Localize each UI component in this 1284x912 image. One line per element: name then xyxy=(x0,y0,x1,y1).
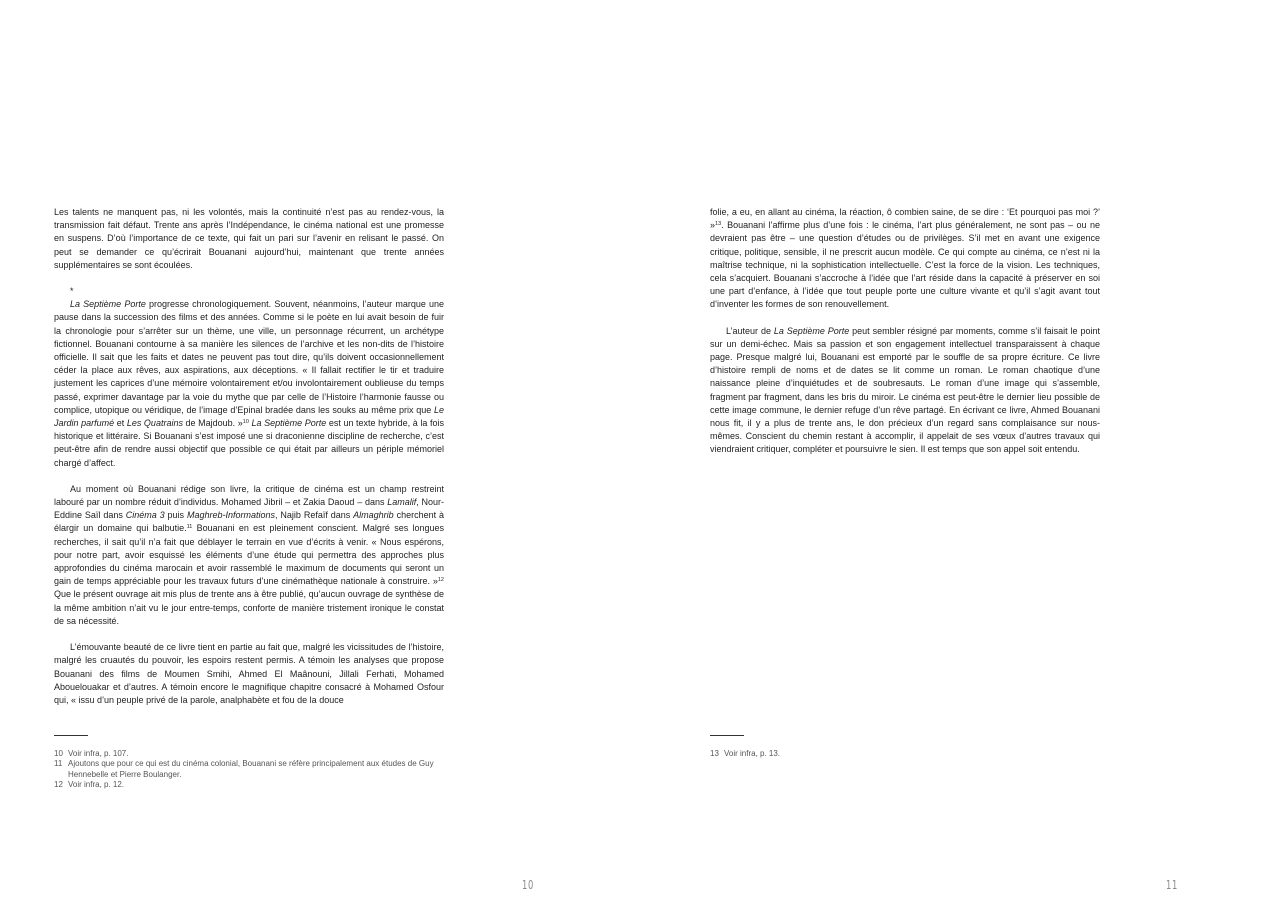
footnote-ref[interactable]: 13 xyxy=(715,221,722,228)
page-number: 11 xyxy=(1166,878,1179,892)
footnote-ref[interactable]: 10 xyxy=(242,419,249,426)
page-number: 10 xyxy=(522,878,535,892)
right-page xyxy=(642,0,1284,912)
section-separator: * xyxy=(70,286,74,297)
footnote-ref[interactable]: 12 xyxy=(437,577,444,584)
footnote: 10 Voir infra, p. 107. xyxy=(54,749,129,758)
footnote: 11 Ajoutons que pour ce qui est du cinéma colonial, Bouanani se réfère principalement aux études de Guy Hennebelle et Pierre Boulanger. xyxy=(54,759,434,779)
paragraph: L’émouvante beauté de ce livre tient en partie au fait que, malgré les vicissitudes de l’histoire, malgré les cruautés du pouvoir, les espoirs restent permis. A témoin les analyses que propose Bouanani des films de Moumen Smihi, Ahmed El Maânouni, Jillali Ferhati, Mohamed Abouelouakar et d’autres. A témoin encore le magnifique chapitre consacré à Mohamed Osfour qui, « issu d’un peuple privé de la parole, analphabète et fou de la douce xyxy=(54,642,444,705)
paragraph: La Septième Porte progresse chronologiquement. Souvent, néanmoins, l’auteur marque une pause dans la succession des films et des années. Comme si le poète en lui avait besoin de fuir la chronologie pour s’arrêter sur un thème, une ville, un personnage récurrent, un archétype fictionnel. Bouanani contourne à sa manière les silences de l’archive et les non-dits de l’histoire officielle. Il sait que les faits et dates ne peuvent pas tout dire, qu’ils doivent occasionnellement céder la place aux rêves, aux aspirations, aux déceptions. « Il fallait rectifier le tir et traduire justement les caprices d’une mémoire volontairement et/ou involontairement oublieuse du temps passé, exprimer davantage par la voie du mythe que par celle de l’Histoire l’harmonie fausse ou complice, utopique ou véridique, de l’image d’Epinal bradée dans les souks au même prix que Le Jardin parfumé et Les Quatrains de Majdoub. »$^{10}$ La Septième Porte est un texte hybride, à la fois historique et littéraire. Si Bouanani s’est imposé une si draconienne discipline de recherche, c’est peut-être afin de rendre aussi objectif que possible ce qui était par ailleurs un périple mémoriel chargé d’affect. xyxy=(54,299,444,468)
paragraph: L’auteur de La Septième Porte peut sembler résigné par moments, comme s’il faisait le point sur un demi-échec. Mais sa passion et son engagement intellectuel transparaissent à chaque page. Presque malgré lui, Bouanani est emporté par le souffle de sa propre écriture. Ce livre d’histoire rempli de noms et de dates se lit comme un roman. Le roman chaotique d’une naissance pleine d’inquiétudes et de soubresauts. Le roman d’une image qui s’assemble, fragment par fragment, dans les bris du miroir. Le cinéma est peut-être le dernier lieu possible de cette image commune, le dernier refuge d’un rêve partagé. En écrivant ce livre, Ahmed Bouanani nous fit, il y a plus de trente ans, le don précieux d’un regard sans complaisance sur nous-mêmes. Conscient du chemin restant à accomplir, il appelait de ses vœux d’autres travaux qui viendraient critiquer, compléter et poursuivre le sien. Il est temps que son appel soit entendu. xyxy=(710,325,1100,455)
footnote: 12 Voir infra, p. 12. xyxy=(54,780,125,790)
left-text-column xyxy=(54,206,444,707)
footnote-divider xyxy=(710,735,744,736)
paragraph: folie, a eu, en allant au cinéma, la réaction, ô combien saine, de se dire : ‘Et pourquoi pas moi ?’ »$^{13}$. Bouanani l’affirme plus d’une fois : le cinéma, l’art plus généralement, ne sont pas – ou ne devraient pas être – une question d’études ou de privilèges. S’il met en avant une exigence critique, politique, sensible, il ne prescrit aucun modèle. Ce qui compte au cinéma, ce n’est ni la maîtrise technique, ni la sophistication intellectuelle. C’est la force de la vision. Les techniques, cela s’acquiert. Bouanani s’accroche à l’idée que l’art réside dans la capacité à préserver en soi une part d’enfance, à l’idée que tout peuple porte une culture vivante et qu’il s’agit avant tout d’inventer les formes de son renouvellement. xyxy=(710,207,1100,310)
footnotes xyxy=(54,749,444,791)
paragraph: Au moment où Bouanani rédige son livre, la critique de cinéma est un champ restreint labouré par un nombre réduit d’individus. Mohamed Jibril – et Zakia Daoud – dans Lamalif, Nour-Eddine Saïl dans Cinéma 3 puis Maghreb-Informations, Najib Refaïf dans Almaghrib cherchent à élargir un domaine qui balbutie.$^{11}$ Bouanani en est pleinement conscient. Malgré ses longues recherches, il sait qu’il n’a fait que déblayer le terrain en vue d’écrits à venir. « Nous espérons, pour notre part, avoir esquissé les éléments d’une étude qui permettra des approches plus approfondies du cinéma marocain et avoir rassemblé le maximum de documents qui seront un gain de temps appréciable pour les travaux futurs d’une cinémathèque nationale à construire. »$^{12}$ Que le présent ouvrage ait mis plus de trente ans à être publié, qu’aucun ouvrage de synthèse de la même ambition n’ait vu le jour entre-temps, conforte de manière tristement ironique le constat de sa nécessité. xyxy=(54,483,444,626)
footnotes xyxy=(710,749,1100,759)
footnote: 13 Voir infra, p. 13. xyxy=(710,749,781,758)
footnote-ref[interactable]: 11 xyxy=(186,524,193,531)
right-text-column xyxy=(710,206,1100,457)
paragraph: Les talents ne manquent pas, ni les volontés, mais la continuité n’est pas au rendez-vous, la transmission fait défaut. Trente ans après l’Indépendance, le cinéma national est une promesse en suspens. D’où l’importance de ce texte, qui fait un pari sur l’avenir en relisant le passé. On peut se demander ce qu’écrirait Bouanani aujourd’hui, maintenant que trente années supplémentaires se sont écoulées. xyxy=(54,207,444,270)
footnote-divider xyxy=(54,735,88,736)
